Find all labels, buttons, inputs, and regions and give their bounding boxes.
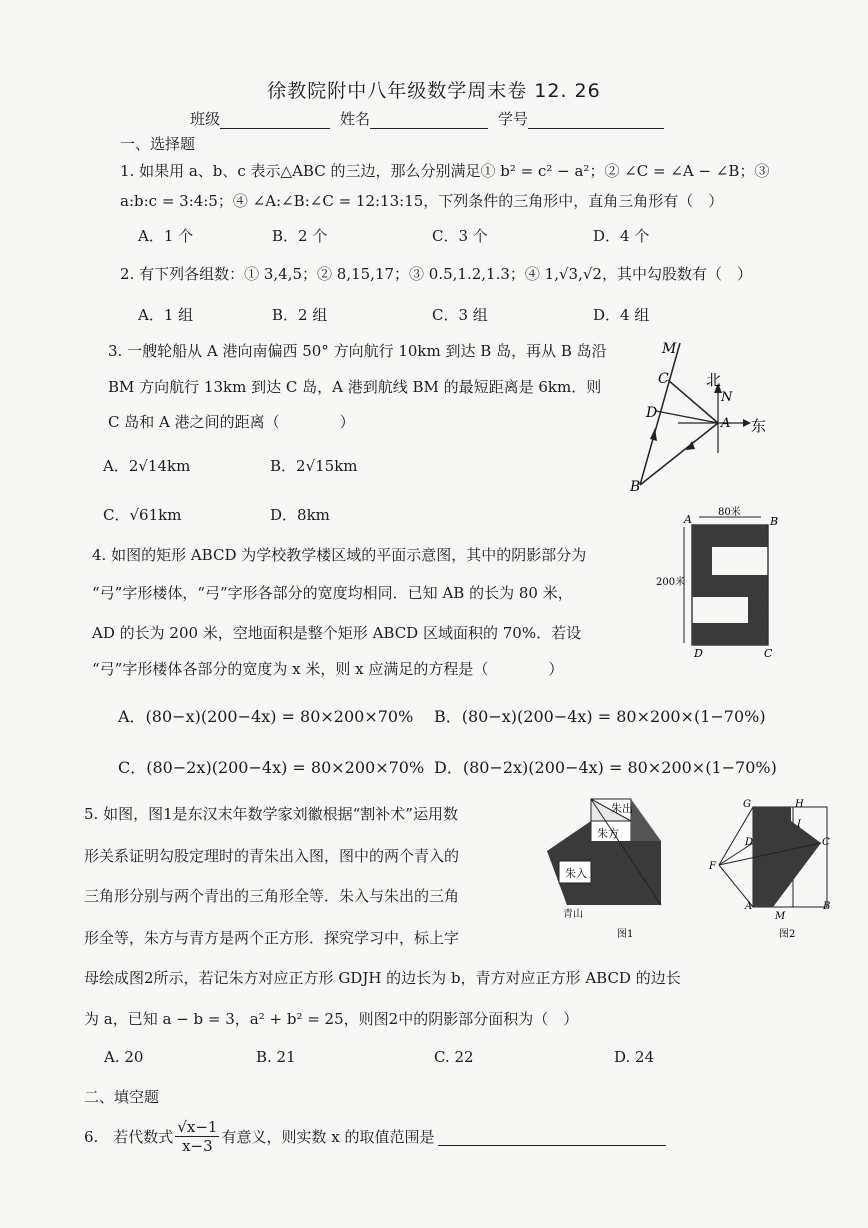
q6-suffix: 有意义，则实数 x 的取值范围是: [221, 1128, 435, 1146]
q6-line: [84, 1118, 666, 1155]
q6-prefix: 6. 若代数式: [84, 1128, 174, 1146]
label-d: D: [745, 837, 754, 848]
q1-line1: 1. 如果用 a、b、c 表示△ABC 的三边，那么分别满足① b² = c² − a²；② ∠C = ∠A − ∠B；③: [120, 162, 770, 180]
q3-option-d[interactable]: D．8km: [270, 506, 330, 524]
label-g: G: [743, 799, 751, 810]
section-choice: 一、选择题: [120, 135, 196, 153]
q3-option-a[interactable]: A．2√14km: [103, 457, 191, 475]
q1-option-c[interactable]: C．3 个: [432, 227, 488, 245]
label-zhuchu: 朱出: [611, 802, 633, 815]
label-f: F: [709, 861, 716, 872]
q4-building-figure: [654, 505, 784, 665]
label-qingshan: 青山: [563, 909, 583, 920]
q2-option-b[interactable]: B．2 组: [272, 306, 328, 324]
name-label: 姓名: [340, 110, 371, 128]
q5-option-a[interactable]: A. 20: [104, 1048, 144, 1066]
name-field: [340, 108, 488, 129]
label-a: A: [684, 513, 692, 526]
label-a: A: [721, 416, 731, 431]
q5-option-c[interactable]: C. 22: [434, 1048, 474, 1066]
label-h: H: [795, 799, 804, 810]
q4-line3: AD 的长为 200 米，空地面积是整个矩形 ABCD 区域面积的 70%．若设: [92, 624, 582, 642]
q4-option-b[interactable]: B．(80−x)(200−4x) = 80×200×(1−70%): [434, 707, 766, 726]
q3-line1: 3. 一艘轮船从 A 港向南偏西 50° 方向航行 10km 到达 B 岛，再从 B 岛沿: [108, 342, 607, 360]
section-fill: 二、填空题: [84, 1088, 160, 1106]
q2-line1: 2. 有下列各组数：① 3,4,5；② 8,15,17；③ 0.5,1.2,1.3；④ 1,√3,√2，其中勾股数有（ ）: [120, 265, 752, 283]
student-id-label: 学号: [498, 110, 529, 128]
q5-figure1: [545, 795, 675, 945]
q5-line4: 形全等，朱方与青方是两个正方形．探究学习中，标上字: [84, 929, 460, 947]
label-c: C: [764, 647, 773, 660]
q3-option-b[interactable]: B．2√15km: [270, 457, 358, 475]
label-m: M: [775, 911, 786, 922]
q2-option-c[interactable]: C．3 组: [432, 306, 488, 324]
fig1-caption: 图1: [617, 929, 634, 940]
name-blank[interactable]: [370, 110, 488, 129]
label-zhufang: 朱方: [597, 827, 619, 840]
label-zhuru: 朱入: [565, 867, 587, 880]
q1-line2: a:b:c = 3:4:5；④ ∠A:∠B:∠C = 12:13:15，下列条件的三角形中，直角三角形有（ ）: [120, 192, 724, 210]
q1-option-d[interactable]: D．4 个: [593, 227, 650, 245]
label-a: A: [745, 901, 753, 912]
q4-line1: 4. 如图的矩形 ABCD 为学校教学楼区域的平面示意图，其中的阴影部分为: [92, 546, 587, 564]
fig2-caption: 图2: [779, 929, 796, 940]
q6-fraction: [175, 1118, 219, 1155]
class-blank[interactable]: [220, 110, 330, 129]
q3-line3: C 岛和 A 港之间的距离（ ）: [108, 413, 355, 431]
label-b: B: [630, 479, 641, 495]
student-id-blank[interactable]: [528, 110, 664, 129]
q5-line5: 母绘成图2所示，若记朱方对应正方形 GDJH 的边长为 b，青方对应正方形 ABCD 的边长: [84, 969, 681, 987]
page-title: 徐教院附中八年级数学周末卷 12. 26: [267, 80, 601, 102]
q2-option-a[interactable]: A．1 组: [138, 306, 194, 324]
q3-navigation-figure: [618, 335, 768, 495]
label-i: I: [797, 819, 801, 830]
q2-option-d[interactable]: D．4 组: [593, 306, 650, 324]
q5-figure2: [705, 795, 845, 945]
label-d: D: [694, 647, 703, 660]
label-d: D: [646, 405, 658, 421]
q5-line6: 为 a，已知 a − b = 3，a² + b² = 25，则图2中的阴影部分面积为（ ）: [84, 1010, 579, 1028]
label-east: 东: [751, 417, 767, 435]
q5-line3: 三角形分别与两个青出的三角形全等．朱入与朱出的三角: [84, 887, 460, 905]
q3-option-c[interactable]: C．√61km: [103, 506, 182, 524]
label-m: M: [662, 341, 677, 357]
q6-answer-blank[interactable]: [438, 1127, 666, 1146]
q5-line1: 5. 如图，图1是东汉末年数学家刘徽根据“割补术”运用数: [84, 805, 458, 823]
q4-line4: “弓”字形楼体各部分的宽度为 x 米，则 x 应满足的方程是（ ）: [92, 660, 564, 678]
class-field: [190, 108, 330, 129]
q1-option-b[interactable]: B．2 个: [272, 227, 328, 245]
label-width: 80米: [718, 507, 741, 518]
q5-option-b[interactable]: B. 21: [256, 1048, 296, 1066]
q1-option-a[interactable]: A．1 个: [138, 227, 194, 245]
q4-line2: “弓”字形楼体，“弓”字形各部分的宽度均相同．已知 AB 的长为 80 米，: [92, 584, 573, 602]
label-c: C: [658, 371, 669, 387]
student-id-field: [498, 108, 664, 129]
q4-option-d[interactable]: D．(80−2x)(200−4x) = 80×200×(1−70%): [434, 758, 777, 777]
label-b: B: [770, 515, 779, 528]
label-c: C: [822, 837, 830, 848]
label-height: 200米: [656, 577, 686, 588]
label-b: B: [823, 901, 831, 912]
q4-option-c[interactable]: C．(80−2x)(200−4x) = 80×200×70%: [118, 758, 425, 777]
q3-line2: BM 方向航行 13km 到达 C 岛，A 港到航线 BM 的最短距离是 6km．则: [108, 378, 602, 396]
q6-numerator: √x−1: [177, 1118, 218, 1136]
q6-denominator: x−3: [182, 1137, 213, 1155]
label-north: 北: [706, 371, 722, 389]
class-label: 班级: [190, 110, 221, 128]
q5-option-d[interactable]: D. 24: [614, 1048, 655, 1066]
q5-line2: 形关系证明勾股定理时的青朱出入图，图中的两个青入的: [84, 847, 460, 865]
label-n: N: [721, 390, 733, 405]
gong-building-shape: [692, 525, 768, 645]
q4-option-a[interactable]: A．(80−x)(200−4x) = 80×200×70%: [118, 707, 414, 726]
